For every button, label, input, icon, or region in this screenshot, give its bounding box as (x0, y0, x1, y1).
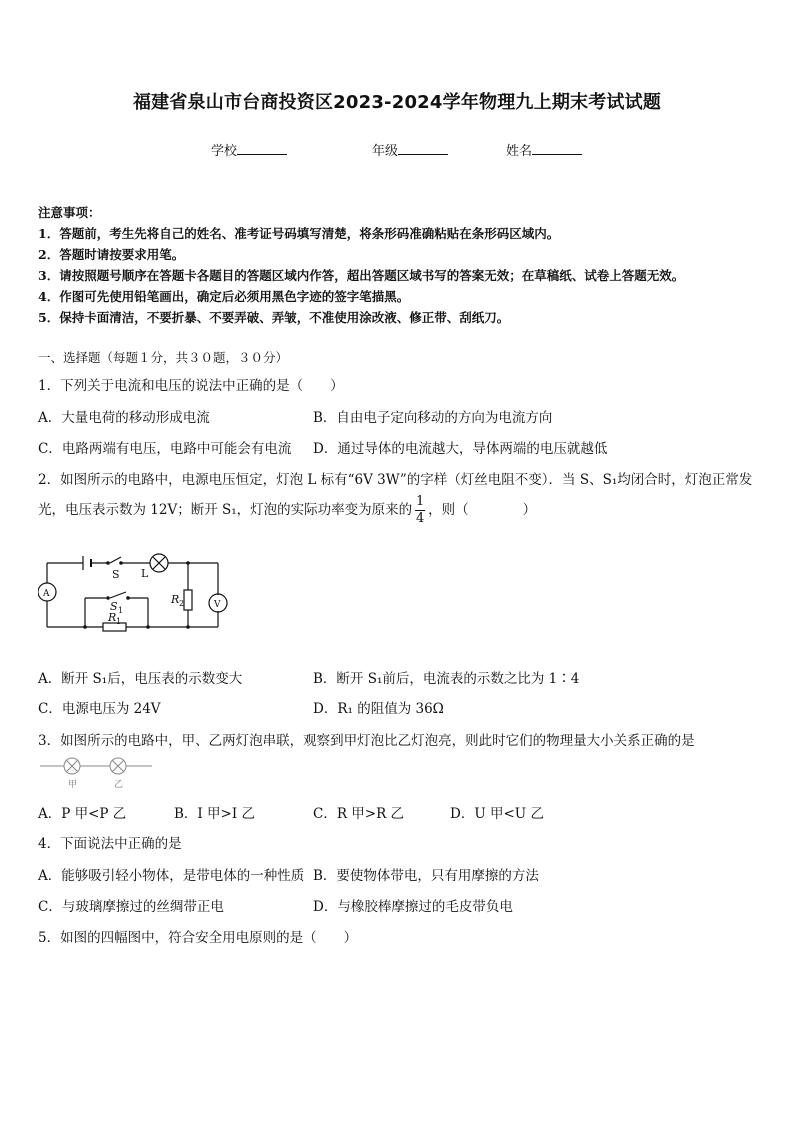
name-blank (532, 142, 582, 155)
label-v: V (214, 600, 221, 610)
junction-dot (186, 561, 190, 565)
q2-option-b: B．断开 S₁前后，电流表的示数之比为 1∶4 (313, 671, 580, 687)
q3-series-lamps-diagram (38, 755, 154, 791)
note-item: 4．作图可先使用铅笔画出，确定后必须用黑色字迹的签字笔描黑。 (38, 289, 410, 304)
label-r1: R (108, 611, 117, 624)
resistor-r1-icon (103, 623, 126, 631)
label-r2: R (171, 593, 180, 606)
switch-s-contact (106, 561, 110, 565)
switch-s-contact (119, 561, 123, 565)
lamp-yi-label: 乙 (114, 780, 124, 790)
label-r1-subscript: 1 (116, 617, 122, 626)
q1-option-b: B．自由电子定向移动的方向为电流方向 (313, 410, 553, 426)
q1-option-a: A．大量电荷的移动形成电流 (38, 410, 210, 426)
q4-option-b: B．要使物体带电，只有用摩擦的方法 (313, 868, 539, 884)
school-blank (237, 142, 287, 155)
q2-stem-text: 光，电压表示数为 12V；断开 S₁，灯泡的实际功率变为原来的 (38, 502, 413, 518)
q1-option-c: C．电路两端有电压，电路中可能会有电流 (38, 441, 292, 457)
name-field (506, 140, 582, 159)
label-r2-subscript: 2 (179, 599, 185, 608)
fraction-numerator: 1 (416, 494, 425, 509)
lamp-jia-label: 甲 (68, 780, 78, 790)
note-item: 2．答题时请按要求用笔。 (38, 247, 185, 262)
q2-stem-line2 (38, 494, 536, 527)
junction-dot (83, 625, 87, 629)
q1-option-d: D．通过导体的电流越大，导体两端的电压就越低 (313, 441, 608, 457)
q2-option-a: A．断开 S₁后，电压表的示数变大 (38, 671, 243, 687)
section-heading: 一、选择题（每题１分，共３０题，３０分） (38, 350, 289, 365)
note-item: 1．答题前，考生先将自己的姓名、准考证号码填写清楚，将条形码准确粘贴在条形码区域内。 (38, 226, 560, 241)
q3-option-a: A．P 甲<P 乙 (38, 806, 127, 822)
q3-stem: 3．如图所示的电路中，甲、乙两灯泡串联，观察到甲灯泡比乙灯泡亮，则此时它们的物理量大小关系正确的是 (38, 733, 695, 749)
q5-stem: 5．如图的四幅图中，符合安全用电原则的是（ ） (38, 930, 358, 946)
note-item: 3．请按照题号顺序在答题卡各题目的答题区域内作答，超出答题区域书写的答案无效；在草稿纸、试卷上答题无效。 (38, 268, 685, 283)
q2-stem-text-end: ，则（ ） (428, 502, 537, 518)
page-title: 福建省泉山市台商投资区2023-2024学年物理九上期末考试试题 (132, 92, 662, 113)
q1-stem: 1．下列关于电流和电压的说法中正确的是（ ） (38, 378, 344, 394)
school-field (211, 140, 287, 159)
label-a: A (43, 589, 50, 599)
grade-blank (398, 142, 448, 155)
notes-heading: 注意事项： (38, 205, 101, 220)
name-label: 姓名 (506, 144, 533, 159)
label-l: L (141, 567, 149, 580)
grade-field (372, 140, 448, 159)
q3-option-d: D．U 甲<U 乙 (450, 806, 544, 822)
q3-option-c: C．R 甲>R 乙 (313, 806, 405, 822)
q2-stem-line1: 2．如图所示的电路中，电源电压恒定，灯泡 L 标有“6V 3W”的字样（灯丝电阻不变）．当 S、S₁均闭合时，灯泡正常发 (38, 472, 753, 488)
junction-dot (186, 625, 190, 629)
q2-option-d: D．R₁ 的阻值为 36Ω (313, 701, 444, 717)
label-s1: S (110, 600, 118, 613)
q4-option-d: D．与橡胶棒摩擦过的毛皮带负电 (313, 899, 513, 915)
junction-dot (146, 625, 150, 629)
label-s1-subscript: 1 (118, 606, 124, 615)
label-s: S (112, 568, 120, 581)
q2-option-c: C．电源电压为 24V (38, 701, 161, 717)
q2-circuit-diagram (38, 543, 228, 635)
q4-option-a: A．能够吸引轻小物体，是带电体的一种性质 (38, 868, 305, 884)
resistor-r2-icon (184, 590, 192, 610)
one-quarter-fraction (415, 494, 425, 527)
switch-s1-contact (126, 596, 130, 600)
grade-label: 年级 (372, 144, 399, 159)
q4-option-c: C．与玻璃摩擦过的丝绸带正电 (38, 899, 224, 915)
note-item: 5．保持卡面清洁，不要折暴、不要弄破、弄皱，不准使用涂改液、修正带、刮纸刀。 (38, 310, 510, 325)
school-label: 学校 (211, 144, 238, 159)
switch-s1-blade (110, 592, 126, 598)
fraction-denominator: 4 (416, 511, 425, 526)
q3-option-b: B．I 甲>I 乙 (174, 806, 255, 822)
switch-s-blade (110, 557, 121, 563)
q4-stem: 4．下面说法中正确的是 (38, 836, 182, 852)
